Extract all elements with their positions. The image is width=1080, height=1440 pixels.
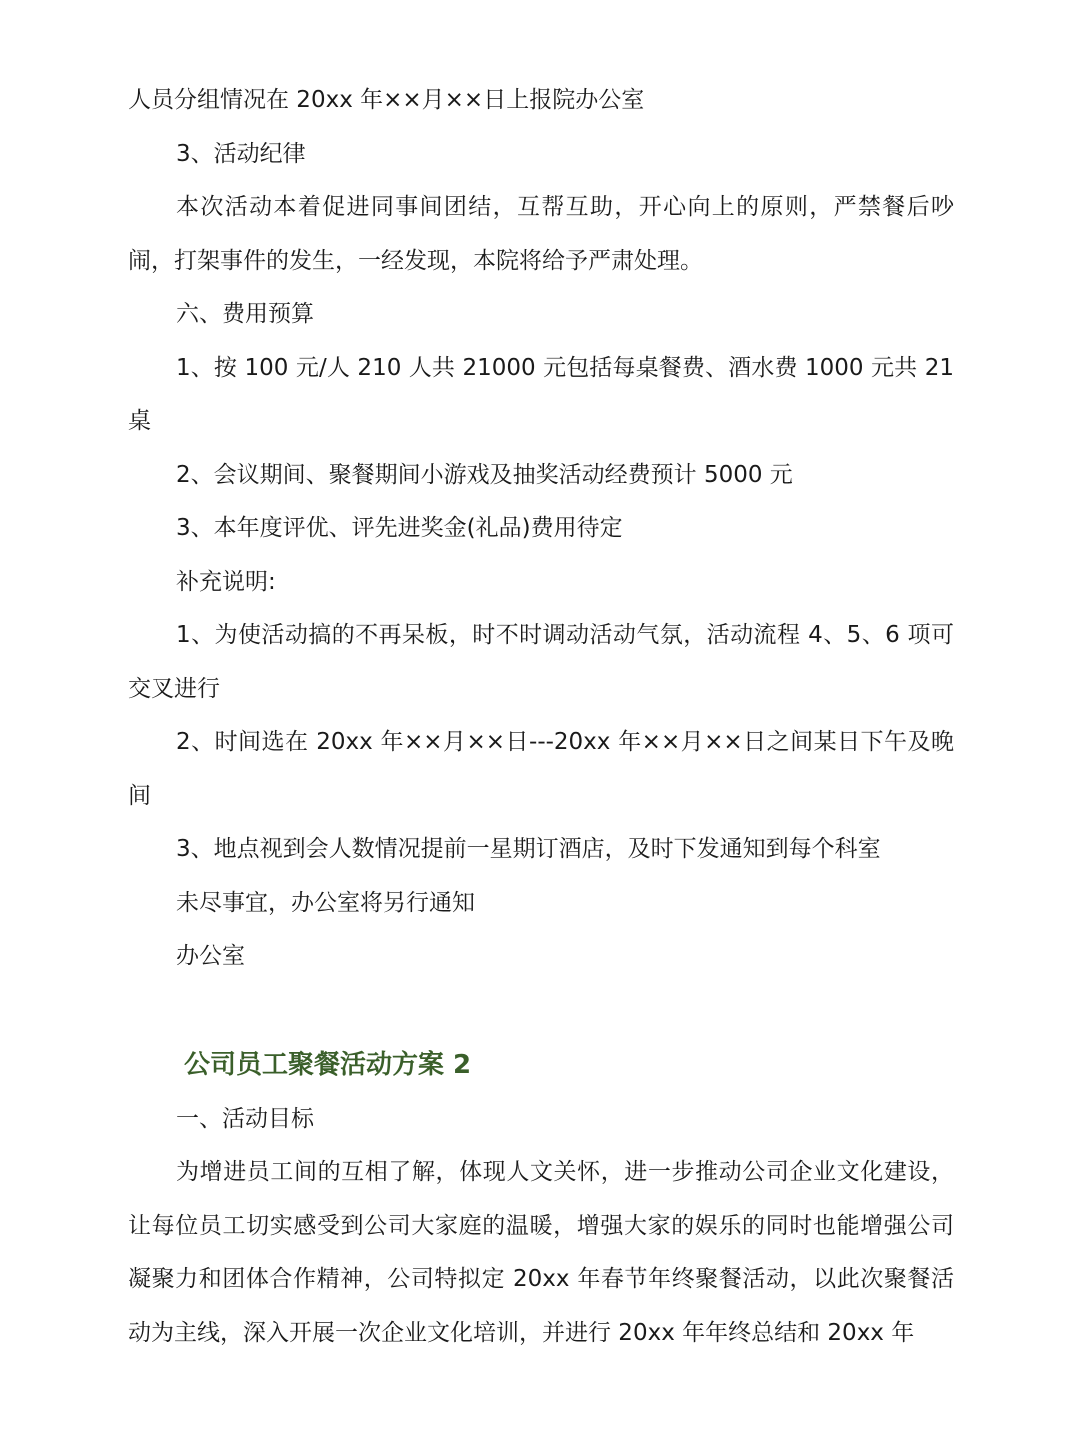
paragraph-discipline-text: 本次活动本着促进同事间团结，互帮互助，开心向上的原则，严禁餐后吵闹，打架事件的发生，一经发现，本院将给予严肃处理。	[128, 194, 954, 274]
budget-item-2: 2、会议期间、聚餐期间小游戏及抽奖活动经费预计 5000 元	[176, 461, 793, 488]
supplement-item-3: 3、地点视到会人数情况提前一星期订酒店，及时下发通知到每个科室	[176, 836, 881, 862]
paragraph-grouping-report: 人员分组情况在 20xx 年××月××日上报院办公室	[128, 87, 645, 113]
section-title: 公司员工聚餐活动方案 2	[184, 1049, 472, 1080]
document-body	[128, 74, 954, 1360]
supplement-heading: 补充说明:	[176, 568, 276, 595]
item-activity-goal: 一、活动目标	[176, 1105, 314, 1132]
budget-item-3: 3、本年度评优、评先进奖金(礼品)费用待定	[176, 515, 623, 541]
signature-office: 办公室	[176, 943, 245, 969]
paragraph-goal-text: 为增进员工间的互相了解，体现人文关怀，进一步推动公司企业文化建设，让每位员工切实感受到公司大家庭的温暖，增强大家的娱乐的同时也能增强公司凝聚力和团体合作精神，公司特拟定 20xx 年春节年终聚餐活动，以此次聚餐活动为主线，深入开展一次企业文化培训，并进行 20xx 年年终总结和 20xx 年	[128, 1159, 954, 1346]
budget-item-1: 1、按 100 元/人 210 人共 21000 元包括每桌餐费、酒水费 1000 元共 21 桌	[128, 354, 954, 434]
supplement-item-1: 1、为使活动搞的不再呆板，时不时调动活动气氛，活动流程 4、5、6 项可交叉进行	[128, 622, 954, 702]
section-gap	[128, 984, 954, 1037]
closing-note: 未尽事宜，办公室将另行通知	[176, 889, 475, 916]
supplement-item-2: 2、时间选在 20xx 年××月××日---20xx 年××月××日之间某日下午及晚间	[128, 729, 954, 809]
item-activity-discipline: 3、活动纪律	[176, 140, 306, 167]
section-budget-heading: 六、费用预算	[176, 301, 314, 327]
